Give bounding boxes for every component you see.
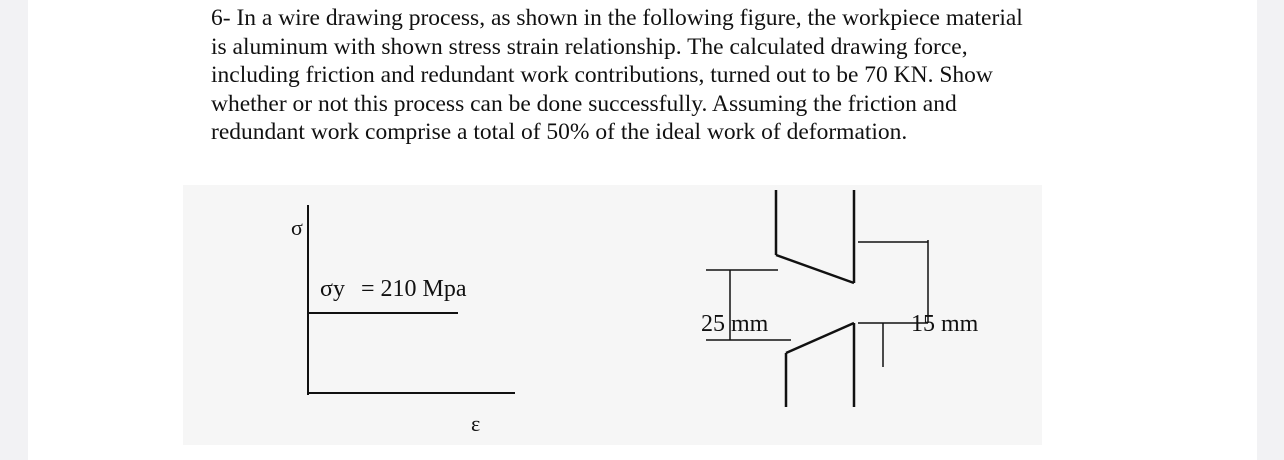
entry-diameter-label: 25 mm	[701, 311, 769, 337]
lower-die-cone	[786, 323, 854, 353]
problem-line-3: including friction and redundant work contributions, turned out to be 70 KN. Show	[211, 62, 993, 89]
yield-stress-label	[320, 277, 466, 301]
wire-drawing-die	[776, 190, 928, 407]
problem-figure	[183, 185, 1042, 445]
strain-axis-symbol: ε	[471, 411, 481, 436]
upper-die-cone	[776, 255, 854, 283]
document-page	[28, 0, 1257, 460]
yield-value: = 210 Mpa	[360, 276, 467, 302]
stress-axis-symbol: σ	[291, 215, 303, 240]
problem-line-5: redundant work comprise a total of 50% of the ideal work of deformation.	[211, 119, 908, 146]
problem-line-4: whether or not this process can be done successfully. Assuming the friction and	[211, 90, 957, 117]
yield-symbol: σy	[320, 276, 345, 302]
problem-line-2: is aluminum with shown stress strain relationship. The calculated drawing force,	[211, 33, 968, 60]
problem-statement	[211, 4, 1111, 147]
exit-diameter-label: 15 mm	[911, 311, 979, 337]
problem-line-1: 6- In a wire drawing process, as shown in the following figure, the workpiece material	[211, 5, 1023, 31]
